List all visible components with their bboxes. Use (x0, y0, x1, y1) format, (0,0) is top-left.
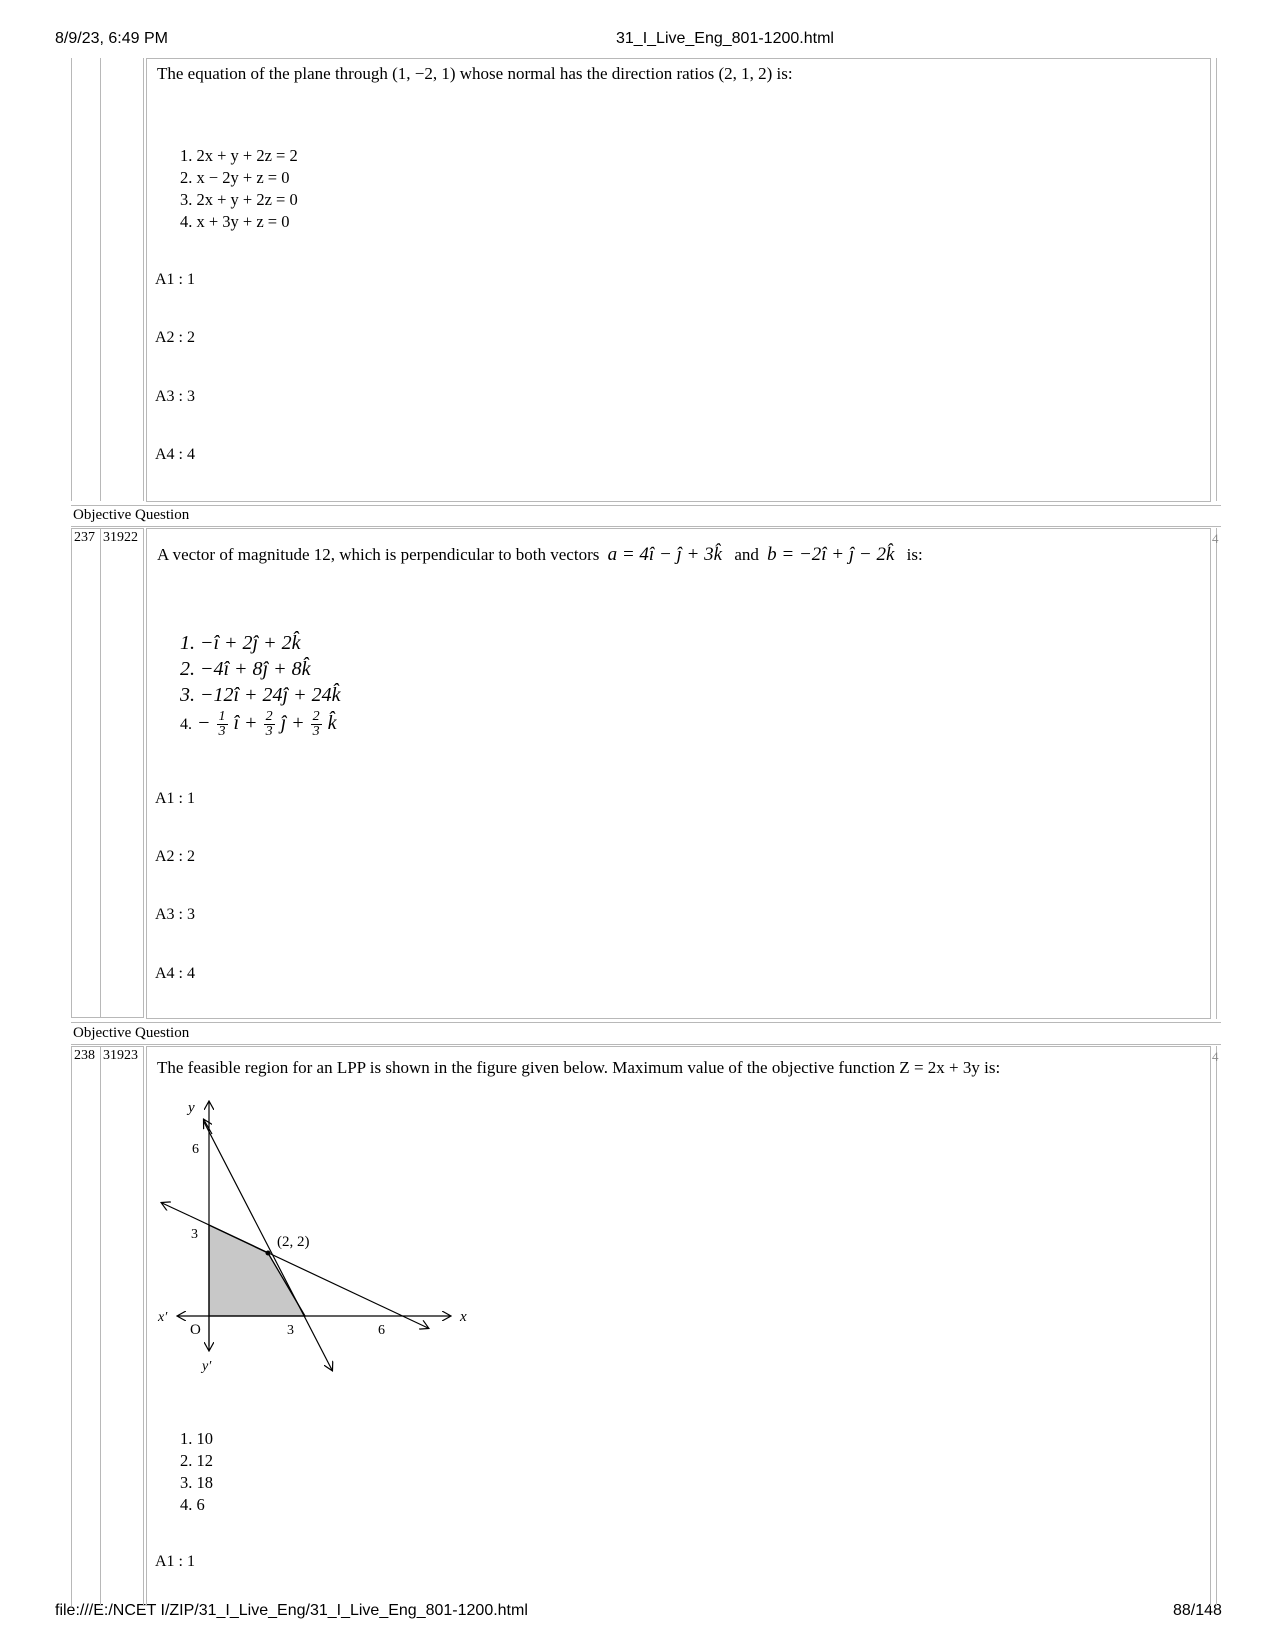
question-text: A vector of magnitude 12, which is perpendicular to both vectors a = 4î − ĵ + 3k̂ and b = −2î + ĵ − 2k̂ is: (157, 544, 923, 565)
label-x: x (460, 1309, 467, 1325)
objective-question-label: Objective Question (73, 1025, 190, 1041)
option-2: 2. −4î + 8ĵ + 8k̂ (180, 658, 311, 680)
option-3: 3. −12î + 24ĵ + 24k̂ (180, 684, 341, 706)
row-divider (71, 505, 1221, 506)
lpp-figure (150, 1090, 480, 1380)
options-list (180, 1428, 213, 1516)
constraint-line-1-arrow (204, 1120, 212, 1134)
table-border (1216, 1046, 1217, 1606)
print-file-path: file:///E:/NCET I/ZIP/31_I_Live_Eng/31_I_Live_Eng_801-1200.html (55, 1602, 528, 1619)
answer-a2: A2 : 2 (155, 848, 195, 865)
question-number-cell (71, 1046, 101, 1606)
question-marks: 4 (1212, 531, 1219, 546)
option-2: 2. x − 2y + z = 0 (180, 168, 290, 187)
answer-a1: A1 : 1 (155, 271, 195, 288)
option-1: 1. 10 (180, 1429, 213, 1448)
question-number: 238 (74, 1048, 95, 1063)
question-id-cell (100, 1046, 144, 1606)
fraction: $\frac{1}{3}$ (218, 709, 226, 739)
question-text: The equation of the plane through (1, −2, 1) whose normal has the direction ratios (2, 1, 2) is: (157, 64, 793, 83)
option-1: 1. −î + 2ĵ + 2k̂ (180, 632, 301, 654)
vector-a: a = 4î − ĵ + 3k̂ (607, 544, 723, 565)
option-3: 3. 18 (180, 1473, 213, 1492)
options-list (180, 145, 298, 233)
fraction: $\frac{2}{3}$ (312, 709, 320, 739)
label-six-x: 6 (378, 1323, 385, 1338)
option-4: 4. − $\frac{1}{3}$ î + $\frac{2}{3}$ ĵ + $\frac{2}{3}$ k̂ (180, 709, 337, 739)
question-text: The feasible region for an LPP is shown in the figure given below. Maximum value of the objective function Z = 2x + 3y is: (157, 1058, 1001, 1077)
constraint-line-2-arrow (162, 1203, 190, 1216)
answer-a1: A1 : 1 (155, 790, 195, 807)
objective-question-label: Objective Question (73, 507, 190, 523)
answer-a4: A4 : 4 (155, 965, 195, 982)
label-origin: O (190, 1322, 201, 1338)
vertex-point (266, 1251, 271, 1256)
label-six-y: 6 (192, 1142, 199, 1157)
question-box-237 (146, 528, 1211, 1019)
option-1: 1. 2x + y + 2z = 2 (180, 146, 298, 165)
option-3: 3. 2x + y + 2z = 0 (180, 190, 298, 209)
answer-a3: A3 : 3 (155, 906, 195, 923)
question-box-236 (146, 58, 1211, 502)
answer-a2: A2 : 2 (155, 329, 195, 346)
question-id-cell (100, 528, 144, 1018)
label-point: (2, 2) (277, 1234, 310, 1250)
option-4: 4. x + 3y + z = 0 (180, 212, 290, 231)
vector-b: b = −2î + ĵ − 2k̂ (767, 544, 895, 565)
label-three-y: 3 (191, 1227, 198, 1242)
label-y-prime: y′ (202, 1359, 212, 1374)
answer-a1: A1 : 1 (155, 1553, 195, 1570)
option-4: 4. 6 (180, 1495, 205, 1514)
table-border (143, 58, 144, 501)
answer-a3: A3 : 3 (155, 388, 195, 405)
question-marks: 4 (1212, 1049, 1219, 1064)
print-page-number: 88/148 (1173, 1602, 1222, 1619)
table-border (1216, 58, 1217, 501)
answer-a4: A4 : 4 (155, 446, 195, 463)
option-2: 2. 12 (180, 1451, 213, 1470)
options-list (180, 630, 340, 739)
label-three-x: 3 (287, 1323, 294, 1338)
table-border (71, 58, 72, 501)
print-title: 31_I_Live_Eng_801-1200.html (616, 30, 834, 47)
question-id: 31922 (103, 530, 138, 545)
label-y: y (188, 1100, 195, 1116)
row-divider (71, 1044, 1221, 1045)
question-number-cell (71, 528, 101, 1018)
print-datetime: 8/9/23, 6:49 PM (55, 30, 168, 47)
fraction: $\frac{2}{3}$ (265, 709, 273, 739)
question-id: 31923 (103, 1048, 138, 1063)
table-border (100, 58, 101, 501)
question-number: 237 (74, 530, 95, 545)
row-divider (71, 1022, 1221, 1023)
row-divider (71, 526, 1221, 527)
table-border (1216, 528, 1217, 1019)
label-x-prime: x′ (158, 1310, 168, 1325)
